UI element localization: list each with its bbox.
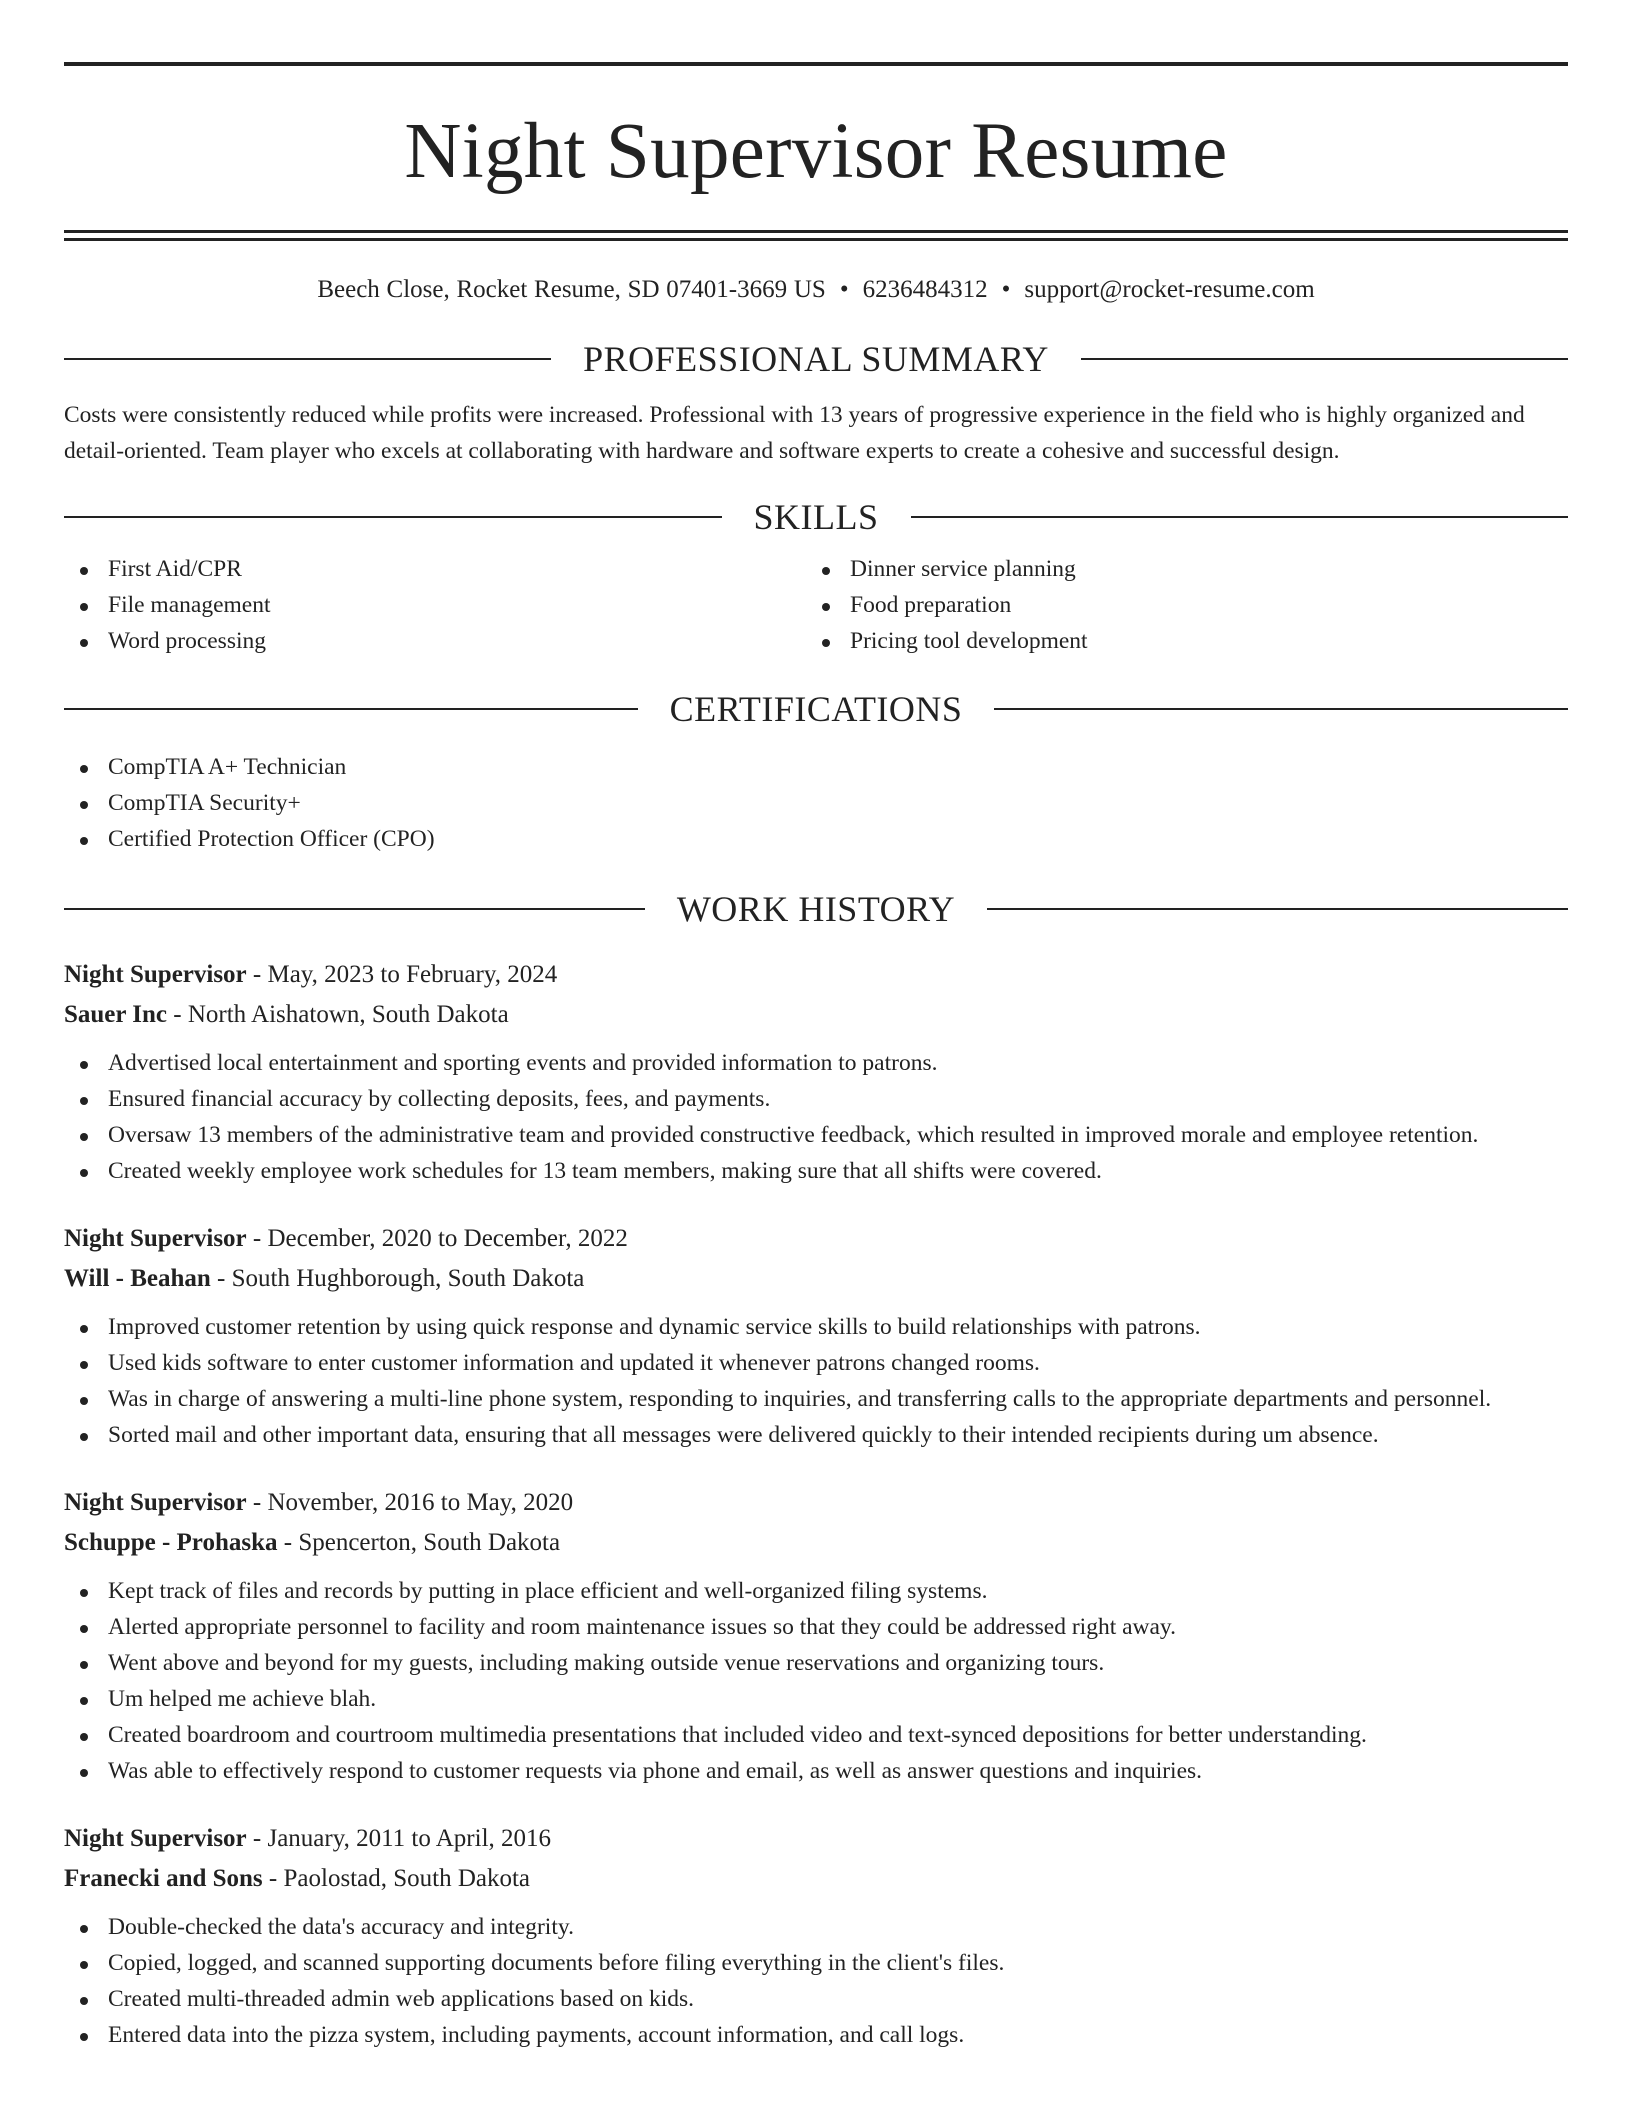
job-location: - North Aishatown, South Dakota [167, 1001, 509, 1028]
job-dates: - November, 2016 to May, 2020 [246, 1489, 574, 1516]
job-bullets [64, 1309, 1568, 1453]
skills-list-left [64, 551, 806, 659]
skill-item: Dinner service planning [806, 551, 1548, 587]
heading-rule-right [994, 708, 1568, 710]
job-bullet: Advertised local entertainment and sporting events and provided information to patrons. [64, 1045, 1568, 1081]
heading-rule-right [1081, 358, 1568, 360]
job-bullet: Double-checked the data's accuracy and integrity. [64, 1909, 1568, 1945]
section-heading-label: SKILLS [753, 497, 879, 537]
job-bullet: Um helped me achieve blah. [64, 1681, 1568, 1717]
certification-item: CompTIA A+ Technician [64, 749, 1568, 785]
job-title-line [64, 1483, 1568, 1523]
heading-rule-left [64, 908, 645, 910]
contact-line [64, 275, 1568, 305]
section-heading-label: CERTIFICATIONS [669, 689, 963, 729]
contact-separator: • [1001, 276, 1011, 303]
job-bullet: Ensured financial accuracy by collecting deposits, fees, and payments. [64, 1081, 1568, 1117]
skills-list-right [806, 551, 1548, 659]
job-company: Sauer Inc [64, 1001, 168, 1028]
heading-rule-left [64, 358, 551, 360]
job-entry [64, 1219, 1568, 1453]
job-company: Schuppe - Prohaska [64, 1529, 278, 1556]
job-bullet: Was in charge of answering a multi-line phone system, responding to inquiries, and transferring calls to the appropriate departments and personnel. [64, 1381, 1568, 1417]
section-heading-summary [64, 339, 1568, 379]
contact-phone: 6236484312 [862, 276, 988, 303]
job-bullets [64, 1573, 1568, 1789]
job-company-line [64, 995, 1568, 1035]
job-company: Franecki and Sons [64, 1865, 263, 1892]
job-entry [64, 1483, 1568, 1789]
job-location: - South Hughborough, South Dakota [210, 1265, 585, 1292]
section-heading-certifications [64, 689, 1568, 729]
job-company: Will - Beahan [64, 1265, 211, 1292]
section-heading-label: WORK HISTORY [676, 889, 956, 929]
heading-rule-left [64, 708, 638, 710]
job-bullet: Created multi-threaded admin web applications based on kids. [64, 1981, 1568, 2017]
section-heading-work-history [64, 889, 1568, 929]
job-bullet: Went above and beyond for my guests, including making outside venue reservations and organizing tours. [64, 1645, 1568, 1681]
job-bullet: Created boardroom and courtroom multimedia presentations that included video and text-synced depositions for better understanding. [64, 1717, 1568, 1753]
contact-separator: • [839, 276, 849, 303]
job-dates: - December, 2020 to December, 2022 [246, 1225, 628, 1252]
job-bullet: Alerted appropriate personnel to facility and room maintenance issues so that they could be addressed right away. [64, 1609, 1568, 1645]
heading-rule-right [911, 516, 1569, 518]
heading-rule-left [64, 516, 722, 518]
job-company-line [64, 1523, 1568, 1563]
job-company-line [64, 1859, 1568, 1899]
job-bullets [64, 1045, 1568, 1189]
job-location: - Spencerton, South Dakota [277, 1529, 561, 1556]
job-bullet: Kept track of files and records by putting in place efficient and well-organized filing systems. [64, 1573, 1568, 1609]
job-location: - Paolostad, South Dakota [262, 1865, 531, 1892]
job-bullet: Copied, logged, and scanned supporting documents before filing everything in the client's files. [64, 1945, 1568, 1981]
skill-item: Pricing tool development [806, 623, 1548, 659]
contact-address: Beech Close, Rocket Resume, SD 07401-3669 US [317, 276, 826, 303]
job-bullet: Oversaw 13 members of the administrative team and provided constructive feedback, which resulted in improved morale and employee retention. [64, 1117, 1568, 1153]
skill-item: Food preparation [806, 587, 1548, 623]
job-title: Night Supervisor [64, 1225, 247, 1252]
job-title-line [64, 955, 1568, 995]
job-entry [64, 1819, 1568, 2053]
job-bullet: Improved customer retention by using quick response and dynamic service skills to build relationships with patrons. [64, 1309, 1568, 1345]
skill-item: First Aid/CPR [64, 551, 806, 587]
job-company-line [64, 1259, 1568, 1299]
certification-item: CompTIA Security+ [64, 785, 1568, 821]
section-heading-skills [64, 497, 1568, 537]
job-title: Night Supervisor [64, 961, 247, 988]
job-bullet: Was able to effectively respond to customer requests via phone and email, as well as answer questions and inquiries. [64, 1753, 1568, 1789]
job-bullet: Entered data into the pizza system, including payments, account information, and call logs. [64, 2017, 1568, 2053]
skill-item: File management [64, 587, 806, 623]
job-dates: - January, 2011 to April, 2016 [246, 1825, 552, 1852]
job-title: Night Supervisor [64, 1489, 247, 1516]
skills-grid [64, 551, 1568, 659]
title-double-rule [64, 230, 1568, 241]
page-title: Night Supervisor Resume [404, 108, 1228, 195]
summary-text: Costs were consistently reduced while profits were increased. Professional with 13 years of progressive experience in the field who is highly organized and detail-oriented. Team player who excels at collaborating with hardware and software experts to create a cohesive and successful design. [64, 402, 1525, 464]
skill-item: Word processing [64, 623, 806, 659]
job-title-line [64, 1819, 1568, 1859]
job-bullet: Created weekly employee work schedules for 13 team members, making sure that all shifts were covered. [64, 1153, 1568, 1189]
certification-item: Certified Protection Officer (CPO) [64, 821, 1568, 857]
section-heading-label: PROFESSIONAL SUMMARY [583, 339, 1049, 379]
job-entry [64, 955, 1568, 1189]
contact-email: support@rocket-resume.com [1024, 276, 1315, 303]
heading-rule-right [987, 908, 1568, 910]
title-block [64, 0, 1568, 241]
job-bullets [64, 1909, 1568, 2053]
job-title: Night Supervisor [64, 1825, 247, 1852]
job-dates: - May, 2023 to February, 2024 [246, 961, 558, 988]
job-bullet: Sorted mail and other important data, ensuring that all messages were delivered quickly to their intended recipients during um absence. [64, 1417, 1568, 1453]
job-bullet: Used kids software to enter customer information and updated it whenever patrons changed rooms. [64, 1345, 1568, 1381]
certifications-list [64, 749, 1568, 857]
job-title-line [64, 1219, 1568, 1259]
